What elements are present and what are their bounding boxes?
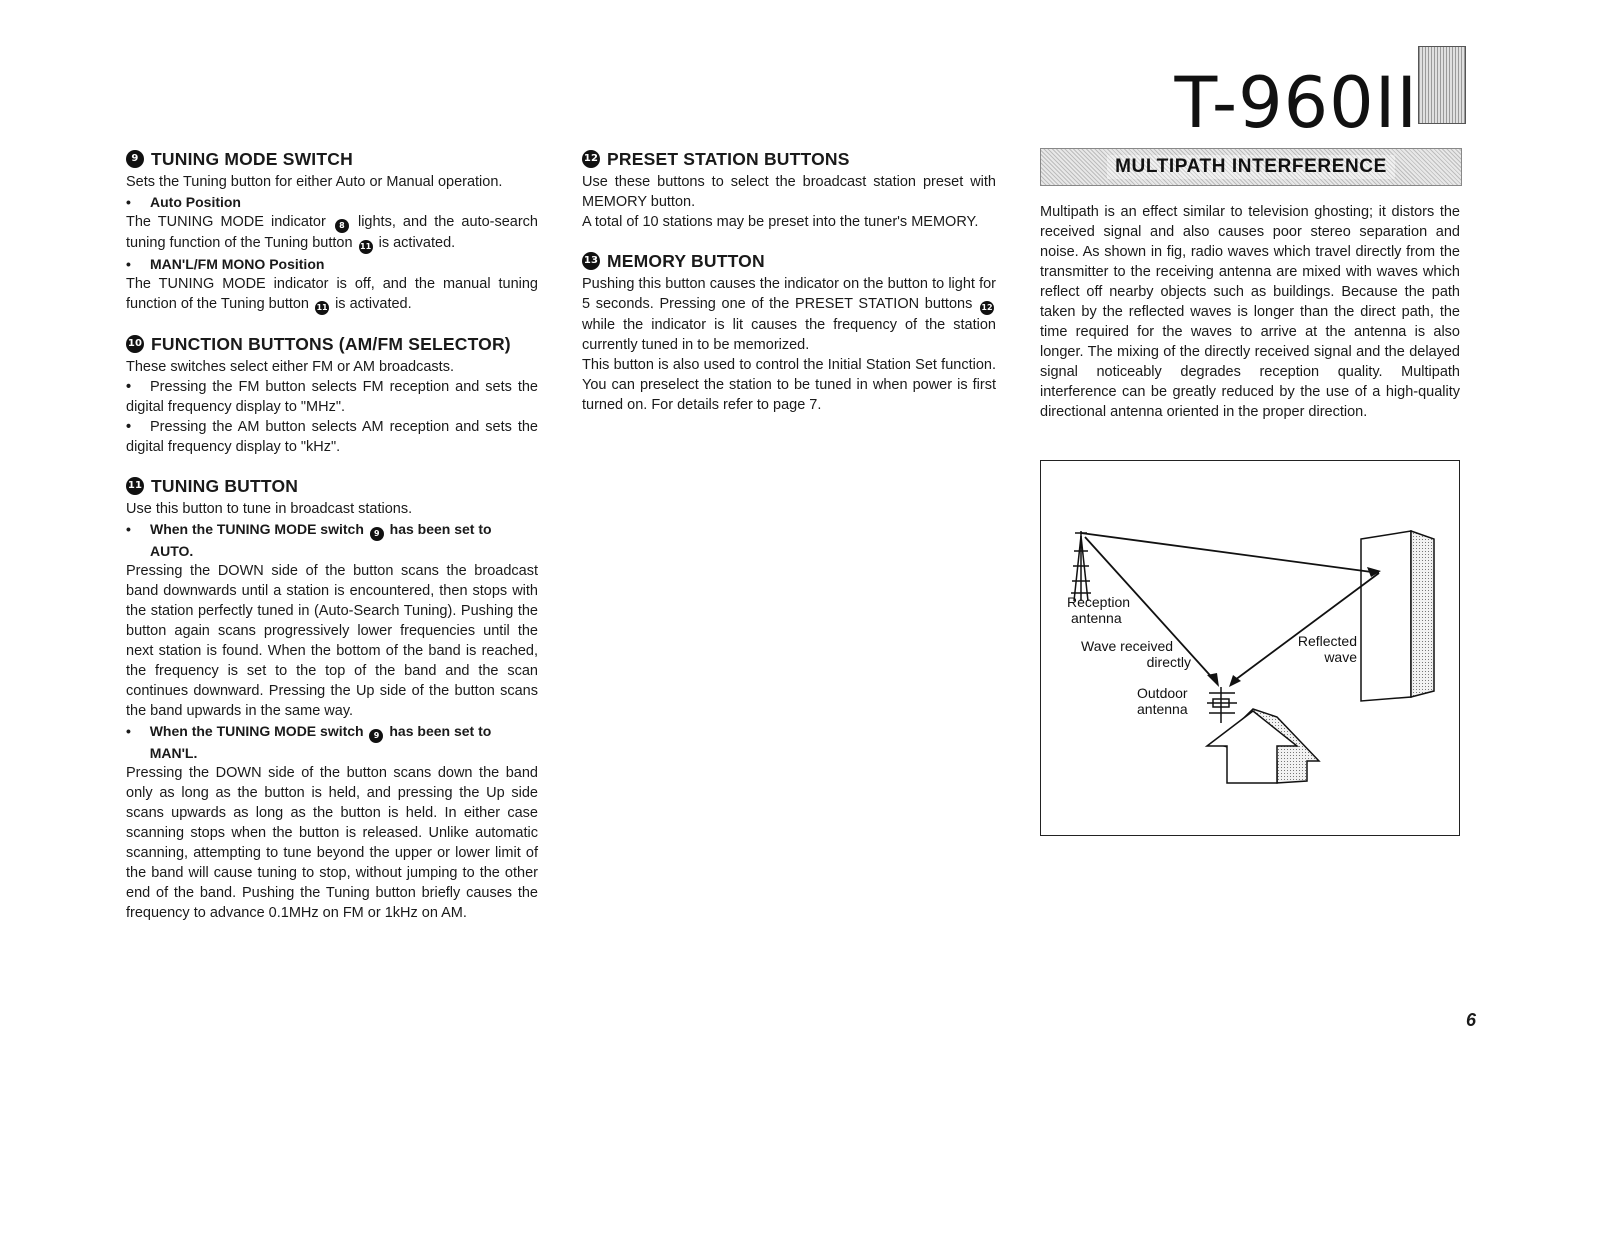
section-heading [126,333,538,355]
paragraph-multipath: Multipath is an effect similar to television ghosting; it distors the received signal and also causes poor stereo separation and noise. As shown in fig, radio waves which travel directly from the transmitter to the receiving antenna are mixed with waves which reflect off nearby objects such as buildings. Because the path taken by the reflected waves is longer than the direct path, the time required for the waves to arrive at the antenna is also longer. The mixing of the directly received signal and the delayed signal noticeably degrades reception quality. Multipath interference can be greatly reduced by the use of a high-quality directional antenna oriented in the proper direction. [1040,204,1460,420]
paragraph: A total of 10 stations may be preset into the tuner's MEMORY. [582,214,979,230]
text-run: Pressing the AM button selects AM reception and sets the digital frequency display to "kHz". [126,419,538,455]
label-line: Reflected [1297,633,1357,649]
callout-number-icon: 13 [582,252,600,270]
subheading-text [150,519,538,561]
text-run: When the TUNING MODE switch [149,723,364,739]
label-reception-antenna [1067,594,1130,626]
subheading-text [150,721,538,763]
section-heading [126,148,538,170]
label-line: antenna [1071,610,1122,626]
callout-number-icon: 9 [369,729,383,743]
bullet-icon: • [126,256,131,272]
label-line: wave [1324,649,1357,665]
callout-number-icon: 11 [315,301,329,315]
section-heading [582,148,996,170]
text-run: has been set to AUTO. [149,521,492,559]
label-line: Wave received [1081,638,1174,654]
section-heading [582,250,996,272]
section-title: PRESET STATION BUTTONS [607,149,850,169]
section-tuning-button [126,475,538,923]
section-title: MEMORY BUTTON [607,251,765,271]
callout-number-icon: 9 [370,527,384,541]
text-run: is activated. [335,296,412,312]
paragraph-auto [126,212,538,254]
bullet-fm [126,377,538,417]
callout-number-icon: 10 [126,335,144,353]
bullet-icon: • [126,521,131,537]
text-run: is activated. [378,235,456,251]
bullet-am [126,417,538,457]
label-line: antenna [1137,701,1188,717]
label-line: directly [1146,654,1191,670]
label-wave-received [1081,638,1191,670]
column-left [126,148,538,941]
text-run: has been set to MAN'L. [149,723,492,761]
column-middle [582,148,996,433]
section-memory-button [582,250,996,415]
paragraph: This button is also used to control the Initial Station Set function. You can preselect the station to be tuned in when power is first turned on. For details refer to page 7. [582,357,996,413]
subheading-manual [126,721,538,763]
page-number: 6 [1466,1010,1477,1030]
model-name: T-960II [1174,62,1418,144]
bullet-icon: • [126,379,132,395]
label-line: Reception [1067,594,1131,610]
bullet-icon: • [126,723,131,739]
banner-title: MULTIPATH INTERFERENCE [1107,155,1395,179]
section-heading [126,475,538,497]
arrowhead-icons [1207,567,1381,687]
text-run: The TUNING MODE indicator [126,214,326,230]
paragraph-auto: Pressing the DOWN side of the button scans the broadcast band downwards until a station is encountered, then stops with the station perfectly tuned in (Auto-Search Tuning). Pushing the button again scans progressively lower frequencies until the next station is found. When the bottom of the band is reached, the frequency is set to the top of the band and the scan continues downward. Pressing the Up side of the button scans the band upwards in the same way. [126,563,538,719]
text-run: The TUNING MODE indicator is off, and the manual tuning function of the Tuning button [126,276,538,312]
building-icon [1361,531,1434,701]
section-preset-station-buttons [582,148,996,232]
callout-number-icon: 11 [359,240,373,254]
section-title: FUNCTION BUTTONS (AM/FM SELECTOR) [151,334,511,354]
callout-number-icon: 12 [582,150,600,168]
multipath-diagram [1040,460,1460,836]
callout-number-icon: 11 [126,477,144,495]
text-run: When the TUNING MODE switch [149,521,364,537]
subheading-text: MAN'L/FM MONO Position [150,256,325,272]
section-intro: Use this button to tune in broadcast stations. [126,501,413,517]
column-right [1040,148,1460,422]
bullet-icon: • [126,419,132,435]
section-intro: Sets the Tuning button for either Auto or Manual operation. [126,174,503,190]
text-run: lights, and the auto-search tuning function of the Tuning button [126,214,538,251]
callout-number-icon: 12 [980,301,994,315]
subheading-auto [126,192,538,212]
text-run: while the indicator is lit causes the frequency of the station currently tuned in to be memorized. [582,317,996,353]
subheading-text: Auto Position [150,194,241,210]
label-outdoor-antenna [1137,685,1188,717]
house-icon [1207,709,1319,783]
paragraph: Use these buttons to select the broadcast station preset with MEMORY button. [582,174,996,210]
section-tuning-mode-switch [126,148,538,315]
bullet-icon: • [126,194,131,210]
callout-number-icon: 8 [335,219,349,233]
callout-number-icon: 9 [126,150,144,168]
text-run: Pressing the FM button selects FM reception and sets the digital frequency display to "MHz". [126,379,538,415]
section-title: TUNING BUTTON [151,476,299,496]
section-intro: These switches select either FM or AM broadcasts. [126,359,454,375]
text-run: Pushing this button causes the indicator on the button to light for 5 seconds. Pressing one of the PRESET STATION buttons [582,276,996,312]
section-banner [1040,148,1462,186]
paragraph [582,274,996,355]
paragraph-manual: Pressing the DOWN side of the button scans down the band only as long as the button is held, and pressing the Up side scans upwards as long as the button is held. In either case scanning stops when the button is released. Unlike automatic scanning, attempting to tune beyond the upper or lower limit of the band will cause tuning to stop, without jumping to the other end of the band. Pushing the Tuning button briefly causes the frequency to advance 0.1MHz on FM or 1kHz on AM. [126,765,538,921]
paragraph-manual [126,274,538,315]
label-line: Outdoor [1137,685,1188,701]
section-function-buttons [126,333,538,457]
subheading-manual [126,254,538,274]
subheading-auto [126,519,538,561]
model-logo-block [1418,46,1466,124]
label-reflected-wave [1283,633,1357,665]
section-title: TUNING MODE SWITCH [151,149,353,169]
outdoor-antenna-icon [1207,687,1237,723]
